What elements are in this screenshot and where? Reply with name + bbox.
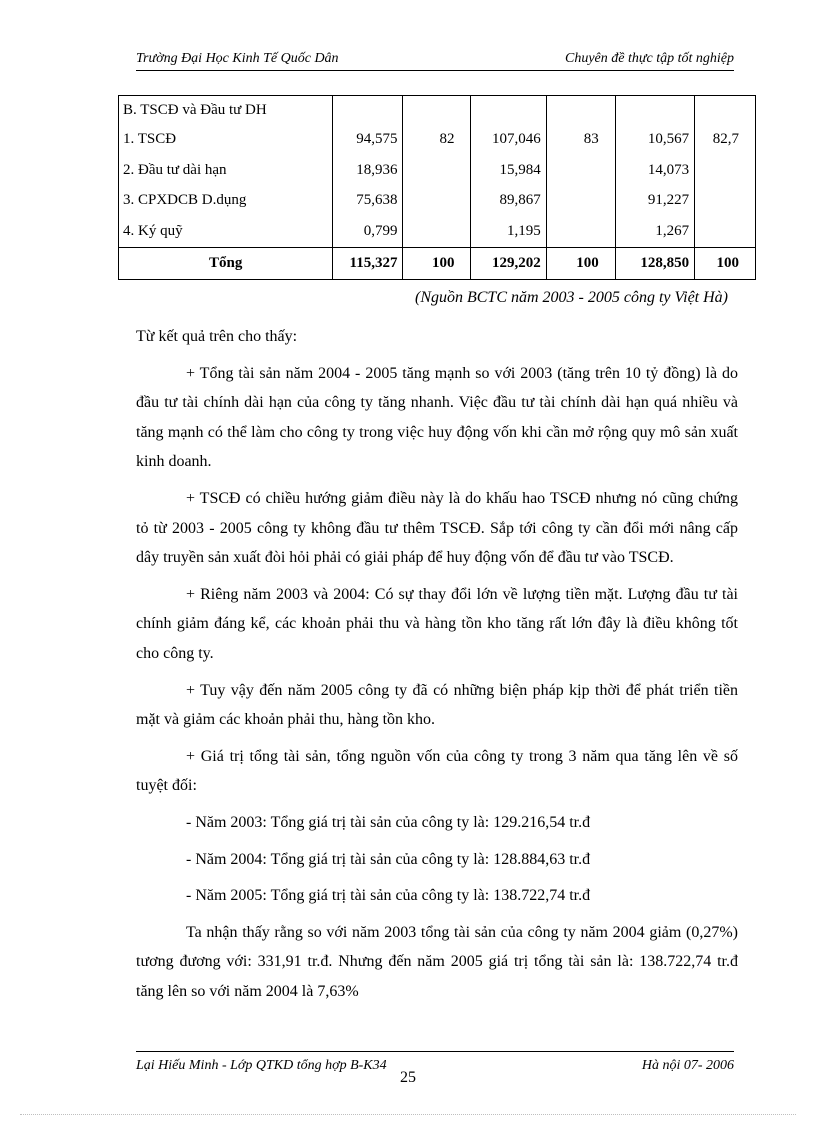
body-text — [136, 322, 738, 1013]
total-label: Tổng — [119, 248, 333, 280]
list-item: - Năm 2004: Tổng giá trị tài sản của công ty là: 128.884,63 tr.đ — [186, 850, 591, 868]
percent-2003 — [403, 96, 471, 125]
total-row — [119, 248, 756, 280]
row-label: 1. TSCĐ — [119, 124, 333, 155]
percent-2003 — [403, 186, 471, 217]
table-row — [119, 96, 756, 125]
page-header — [136, 50, 734, 71]
table-row — [119, 186, 756, 217]
value-2005: 91,227 — [615, 186, 694, 217]
footer-author: Lại Hiếu Minh - Lớp QTKD tổng hợp B-K34 — [136, 1058, 387, 1073]
paragraph: + Giá trị tổng tài sản, tổng nguồn vốn của công ty trong 3 năm qua tăng lên về số tuyệt đối: — [136, 747, 738, 795]
value-2004: 15,984 — [471, 155, 546, 186]
percent-2005 — [695, 216, 756, 247]
percent-2004 — [546, 155, 615, 186]
table-row — [119, 155, 756, 186]
value-2004: 1,195 — [471, 216, 546, 247]
value-2003 — [333, 96, 403, 125]
value-2003: 0,799 — [333, 216, 403, 247]
percent-2005: 82,7 — [695, 124, 756, 155]
percent-2003 — [403, 216, 471, 247]
page-bottom-divider — [20, 1114, 796, 1115]
total-value-2005: 128,850 — [615, 248, 694, 280]
row-label: B. TSCĐ và Đầu tư DH — [119, 96, 333, 125]
value-2005: 10,567 — [615, 124, 694, 155]
percent-2003 — [403, 155, 471, 186]
percent-2004: 83 — [546, 124, 615, 155]
table-row — [119, 216, 756, 247]
table-row — [119, 124, 756, 155]
value-2003: 94,575 — [333, 124, 403, 155]
page-number: 25 — [400, 1069, 416, 1086]
paragraph: + TSCĐ có chiều hướng giảm điều này là do khấu hao TSCĐ nhưng nó cũng chứng tỏ từ 2003 - 2005 công ty không đầu tư thêm TSCĐ. Sắp tới công ty cần đổi mới nâng cấp dây truyền sản xuất đòi hỏi phải có giải pháp để huy động vốn để đầu tư vào TSCĐ. — [136, 489, 738, 567]
paragraph-intro: Từ kết quả trên cho thấy: — [136, 328, 298, 345]
percent-2005 — [695, 186, 756, 217]
total-value-2004: 129,202 — [471, 248, 546, 280]
value-2005: 14,073 — [615, 155, 694, 186]
percent-2004 — [546, 216, 615, 247]
row-label: 2. Đầu tư dài hạn — [119, 155, 333, 186]
paragraph: Ta nhận thấy rằng so với năm 2003 tổng tài sản của công ty năm 2004 giảm (0,27%) tương đương với: 331,91 tr.đ. Nhưng đến năm 2005 giá trị tổng tài sản là: 138.722,74 tr.đ tăng lên so với năm 2004 là 7,63% — [136, 923, 738, 1000]
total-percent-2003: 100 — [403, 248, 471, 280]
header-school: Trường Đại Học Kinh Tế Quốc Dân — [136, 51, 339, 66]
paragraph: + Riêng năm 2003 và 2004: Có sự thay đổi lớn về lượng tiền mặt. Lượng đầu tư tài chính giảm đáng kể, các khoản phải thu và hàng tồn kho tăng rất lớn đây là điều không tốt cho công ty. — [136, 585, 738, 662]
paragraph: + Tổng tài sản năm 2004 - 2005 tăng mạnh so với 2003 (tăng trên 10 tỷ đồng) là do đầu tư tài chính dài hạn của công ty tăng nhanh. Việc đầu tư tài chính dài hạn quá nhiều và tăng mạnh có thể làm cho công ty trong việc huy động vốn khi cần mở rộng quy mô sản xuất kinh doanh. — [136, 364, 738, 471]
percent-2005 — [695, 96, 756, 125]
assets-table — [118, 95, 756, 280]
value-2003: 18,936 — [333, 155, 403, 186]
total-percent-2005: 100 — [695, 248, 756, 280]
header-report-title: Chuyên đề thực tập tốt nghiệp — [565, 51, 734, 66]
row-label: 4. Ký quỹ — [119, 216, 333, 247]
total-percent-2004: 100 — [546, 248, 615, 280]
total-value-2003: 115,327 — [333, 248, 403, 280]
percent-2005 — [695, 155, 756, 186]
footer-date: Hà nội 07- 2006 — [641, 1058, 734, 1073]
row-label: 3. CPXDCB D.dụng — [119, 186, 333, 217]
value-2005: 1,267 — [615, 216, 694, 247]
value-2003: 75,638 — [333, 186, 403, 217]
value-2004: 89,867 — [471, 186, 546, 217]
value-2005 — [615, 96, 694, 125]
table-source-note: (Nguồn BCTC năm 2003 - 2005 công ty Việt Hà) — [414, 289, 728, 306]
percent-2003: 82 — [403, 124, 471, 155]
table-body — [119, 96, 756, 248]
paragraph: + Tuy vậy đến năm 2005 công ty đã có những biện pháp kịp thời để phát triển tiền mặt và giảm các khoản phải thu, hàng tồn kho. — [136, 681, 738, 729]
percent-2004 — [546, 96, 615, 125]
value-2004: 107,046 — [471, 124, 546, 155]
percent-2004 — [546, 186, 615, 217]
list-item: - Năm 2003: Tổng giá trị tài sản của công ty là: 129.216,54 tr.đ — [186, 813, 591, 831]
value-2004 — [471, 96, 546, 125]
list-item: - Năm 2005: Tổng giá trị tài sản của công ty là: 138.722,74 tr.đ — [186, 887, 591, 905]
